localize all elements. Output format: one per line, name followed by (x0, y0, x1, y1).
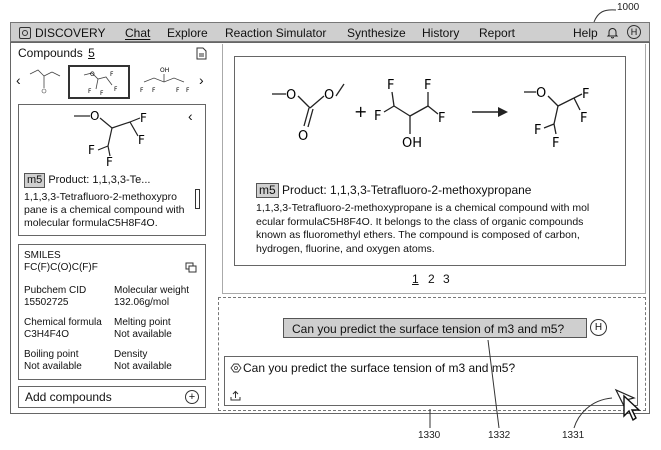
detail-description: 1,1,3,3-Tetrafluoro-2-methoxypro pane is a chemical compound with molecular formulaC5H8F4O. (24, 191, 185, 229)
reaction-scheme (262, 72, 612, 182)
svg-text:F: F (88, 88, 92, 95)
svg-text:F: F (140, 87, 144, 94)
svg-text:F: F (88, 143, 95, 157)
tab-reaction-simulator[interactable]: Reaction Simulator (225, 26, 327, 40)
page-2[interactable]: 2 (428, 272, 435, 286)
collapse-chevron-icon[interactable]: ‹ (188, 108, 193, 124)
discovery-logo-icon (19, 27, 31, 39)
user-message-text: Can you predict the surface tension of m3 and m5? (292, 322, 565, 336)
svg-text:F: F (424, 78, 432, 93)
chat-user-avatar (590, 319, 607, 336)
tab-synthesize[interactable]: Synthesize (347, 26, 406, 40)
compounds-count[interactable]: 5 (88, 46, 95, 60)
compound-thumb-ester[interactable] (28, 64, 62, 98)
add-compounds-button[interactable] (18, 386, 206, 408)
chat-input-text[interactable]: Can you predict the surface tension of m3 and m5? (243, 361, 516, 375)
chat-user-avatar-initial: H (594, 322, 603, 333)
svg-text:OH: OH (402, 136, 423, 151)
reference-label-1331: 1331 (562, 430, 585, 441)
reaction-title-row (256, 183, 531, 198)
reaction-description: 1,1,3,3-Tetrafluoro-2-methoxypropane is a chemical compound with mol ecular formulaC5H8F4O. It belongs to the class of organic compounds known as fluoromethyl ethers. The compound is composed of carbon, hydrogen, fluorine, and oxygen atoms. (256, 202, 590, 255)
svg-text:F: F (138, 133, 145, 147)
svg-text:F: F (374, 109, 382, 124)
svg-text:F: F (186, 87, 190, 94)
reference-label-1000: 1000 (617, 2, 640, 13)
detail-scrollbar[interactable] (195, 189, 200, 209)
upload-icon[interactable] (230, 390, 241, 401)
add-icon: + (185, 390, 199, 404)
svg-text:F: F (438, 111, 446, 126)
reaction-compound-tag: m5 (256, 183, 279, 198)
svg-text:O: O (298, 129, 309, 144)
svg-text:F: F (152, 87, 156, 94)
help-link[interactable]: Help (573, 26, 598, 40)
brand (19, 25, 105, 41)
compound-structure-product (60, 104, 170, 166)
smiles-value: FC(F)C(O)C(F)F (24, 262, 98, 273)
compound-tag: m5 (24, 173, 45, 188)
svg-text:F: F (100, 90, 104, 97)
svg-text:O: O (286, 88, 297, 103)
svg-text:F: F (176, 87, 180, 94)
tab-history[interactable]: History (422, 26, 460, 40)
svg-text:F: F (114, 86, 118, 93)
mp-label: Melting point (114, 317, 171, 328)
compound-thumb-alcohol[interactable] (136, 64, 196, 98)
tab-explore[interactable]: Explore (167, 26, 208, 40)
mw-label: Molecular weight (114, 285, 190, 296)
svg-text:O: O (536, 86, 547, 101)
reference-label-1330: 1330 (418, 430, 441, 441)
compound-thumb-selected[interactable] (68, 65, 130, 99)
svg-text:+: + (354, 102, 368, 121)
tab-report[interactable]: Report (479, 26, 516, 40)
bp-value: Not available (24, 361, 82, 372)
mw-value: 132.06g/mol (114, 297, 170, 308)
add-compounds-label: Add compounds (25, 390, 112, 404)
reference-label-1332: 1332 (488, 430, 511, 441)
bell-icon[interactable] (606, 26, 619, 39)
svg-text:O: O (324, 88, 335, 103)
svg-text:F: F (580, 111, 588, 126)
svg-text:O: O (90, 109, 100, 123)
top-menu-bar (10, 22, 650, 42)
compounds-header (18, 46, 95, 61)
density-value: Not available (114, 361, 172, 372)
compounds-label: Compounds (18, 46, 83, 60)
detail-title: Product: 1,1,3,3-Te... (48, 174, 151, 186)
smiles-label: SMILES (24, 250, 61, 261)
svg-text:OH: OH (160, 67, 170, 74)
compound-thumb-product (70, 67, 128, 97)
svg-text:F: F (387, 78, 395, 93)
formula-label: Chemical formula (24, 317, 102, 328)
pubchem-label: Pubchem CID (24, 285, 87, 296)
chat-input-box[interactable] (224, 356, 638, 406)
mp-value: Not available (114, 329, 172, 340)
tab-chat[interactable]: Chat (125, 26, 151, 40)
svg-text:F: F (582, 87, 590, 102)
svg-text:O: O (90, 71, 95, 78)
density-label: Density (114, 349, 148, 360)
user-message-bubble (283, 318, 587, 338)
svg-text:F: F (552, 136, 560, 151)
copy-icon[interactable] (185, 262, 197, 273)
detail-title-row (24, 173, 150, 188)
carousel-next-icon[interactable]: › (199, 72, 204, 88)
document-icon[interactable] (196, 47, 207, 60)
reaction-title: Product: 1,1,3,3-Tetrafluoro-2-methoxypropane (282, 183, 532, 197)
formula-value: C3H4F4O (24, 329, 70, 340)
svg-text:F: F (106, 155, 113, 166)
brand-name: DISCOVERY (35, 26, 106, 40)
page-1[interactable]: 1 (412, 272, 419, 286)
pubchem-value: 15502725 (24, 297, 69, 308)
bp-label: Boiling point (24, 349, 79, 360)
svg-text:F: F (140, 111, 147, 125)
user-avatar[interactable] (627, 25, 641, 39)
user-avatar-initial: H (630, 27, 638, 37)
svg-text:F: F (534, 123, 542, 138)
page-3[interactable]: 3 (443, 272, 450, 286)
svg-text:F: F (110, 71, 114, 78)
carousel-prev-icon[interactable]: ‹ (16, 72, 21, 88)
pointer-cursor-icon (622, 394, 650, 424)
chemistry-assistant-icon (229, 362, 242, 374)
